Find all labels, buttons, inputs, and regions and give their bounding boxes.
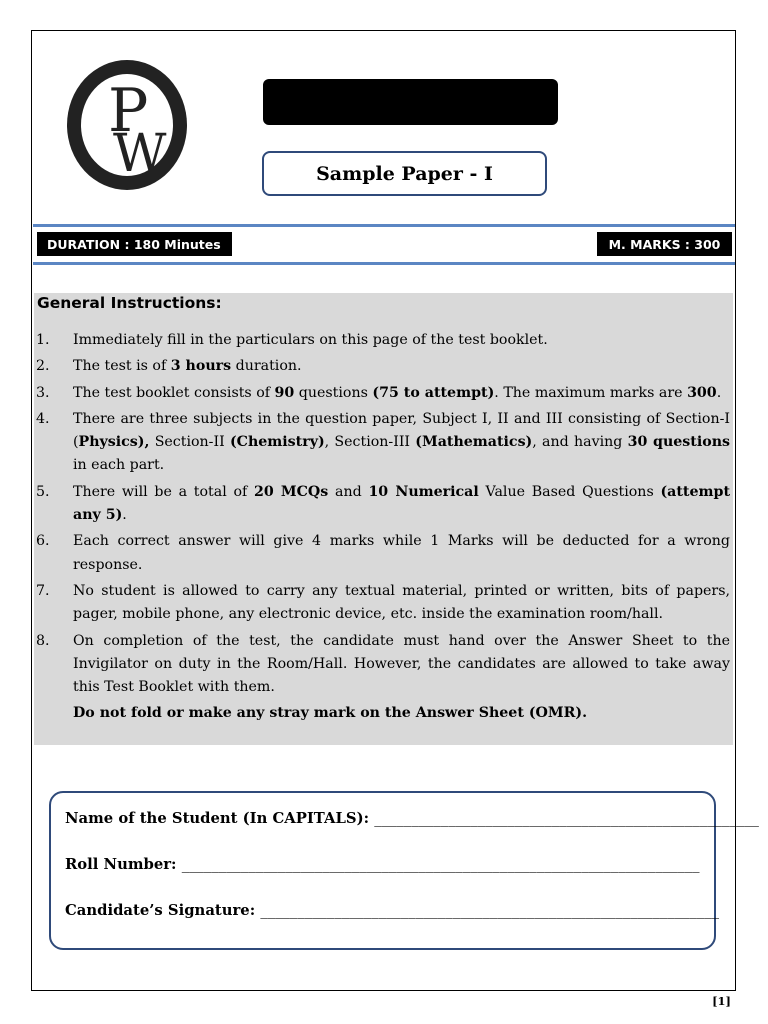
instruction-text: Immediately fill in the particulars on this page of the test booklet.: [73, 332, 548, 348]
student-name-line: ____________________________________________________: [374, 810, 759, 827]
student-details-box: [49, 791, 759, 950]
header-divider-bottom: [33, 262, 735, 265]
instruction-item: [34, 630, 733, 700]
student-name-field[interactable]: [65, 810, 759, 827]
instruction-text: No student is allowed to carry any textual material, printed or written, bits of papers, pager, mobile phone, any electronic device, etc. inside the examination room/hall.: [73, 582, 730, 623]
paper-title: Sample Paper - I: [262, 151, 547, 196]
instruction-number: 8.: [36, 632, 50, 649]
instruction-text: The test is of 3 hours duration.: [73, 358, 302, 375]
instruction-item: [34, 530, 733, 577]
general-instructions-panel: [34, 293, 733, 745]
instruction-text: There are three subjects in the question paper, Subject I, II and III consisting of Section-I (Physics), Section-II (Chemistry), Section-III (Mathematics), and having 30 questions in each part.: [73, 410, 730, 474]
instruction-item: [34, 580, 733, 627]
duration-badge: DURATION : 180 Minutes: [37, 232, 232, 256]
instructions-list: [34, 329, 733, 726]
instruction-text: There will be a total of 20 MCQs and 10 Numerical Value Based Questions (attempt any 5).: [73, 483, 730, 524]
signature-label: Candidate’s Signature:: [65, 902, 256, 919]
svg-text:W: W: [113, 124, 167, 184]
instruction-number: 4.: [36, 410, 50, 427]
redacted-title-bar: [263, 79, 558, 125]
instruction-number: 2.: [36, 358, 50, 375]
page-number: [1]: [712, 994, 731, 1008]
instruction-number: 1.: [36, 332, 50, 348]
instructions-heading: General Instructions:: [37, 294, 222, 312]
signature-line: ______________________________________________________________: [260, 902, 720, 919]
roll-number-label: Roll Number:: [65, 856, 177, 873]
instruction-text: On completion of the test, the candidate must hand over the Answer Sheet to the Invigilator on duty in the Room/Hall. However, the candidates are allowed to take away this Test Booklet with them.: [73, 632, 730, 696]
instruction-number: 5.: [36, 483, 50, 500]
instruction-item: [34, 481, 733, 528]
pw-logo: [66, 59, 188, 191]
max-marks-badge: M. MARKS : 300: [597, 232, 732, 256]
instruction-item: [34, 408, 733, 478]
instruction-number: 3.: [36, 384, 50, 401]
header-divider-top: [33, 224, 735, 227]
roll-number-field[interactable]: [65, 856, 700, 873]
student-name-label: Name of the Student (In CAPITALS):: [65, 810, 370, 827]
instruction-item: [34, 329, 733, 352]
roll-number-line: ______________________________________________________________________: [181, 856, 700, 873]
instruction-text: Each correct answer will give 4 marks while 1 Marks will be deducted for a wrong response.: [73, 533, 730, 573]
instruction-item: [34, 382, 733, 405]
omr-warning-note: Do not fold or make any stray mark on the Answer Sheet (OMR).: [73, 705, 588, 722]
signature-field[interactable]: [65, 902, 719, 919]
svg-text:P: P: [108, 76, 149, 146]
instruction-number: 7.: [36, 582, 50, 599]
instruction-number: 6.: [36, 533, 50, 550]
instruction-text: The test booklet consists of 90 questions (75 to attempt). The maximum marks are 300.: [73, 384, 722, 401]
instruction-item: [34, 355, 733, 378]
